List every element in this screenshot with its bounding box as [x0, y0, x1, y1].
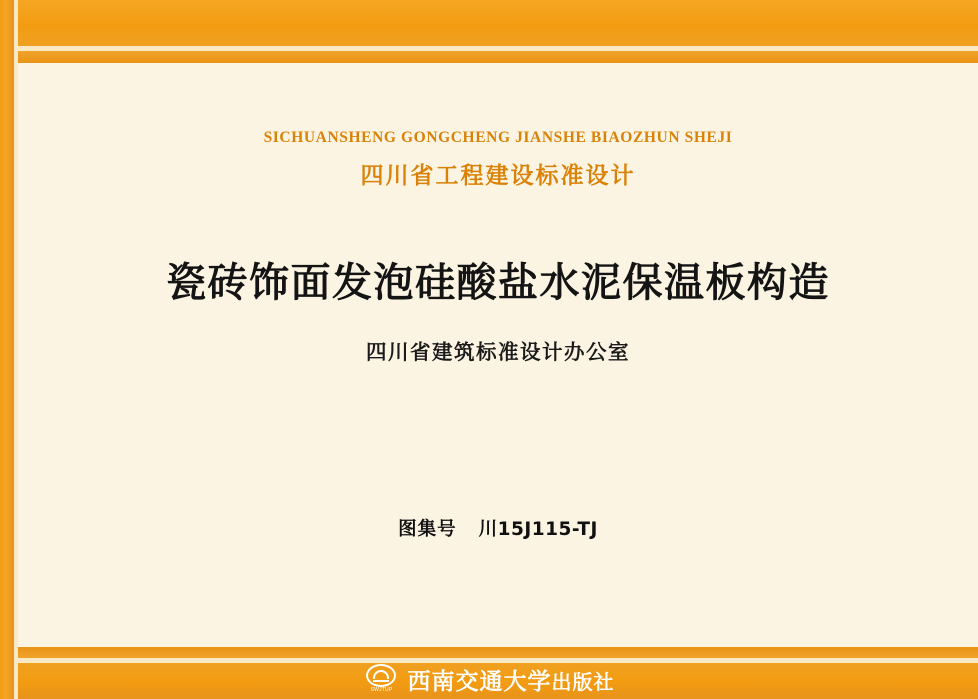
publisher-logo-icon: [364, 664, 400, 694]
publisher-name-main: 西南交通大学: [407, 667, 552, 695]
atlas-number-row: [18, 515, 978, 541]
publisher-name-suffix: 出版社: [551, 669, 615, 694]
publisher-strip: [0, 662, 978, 696]
publisher-name: [408, 663, 615, 696]
issuing-office: 四川省建筑标准设计办公室: [366, 340, 630, 364]
atlas-number-value: 川15J115-TJ: [478, 519, 598, 540]
publisher-logo-abbr: SWJTUP: [370, 687, 393, 693]
page-title: 瓷砖饰面发泡硅酸盐水泥保温板构造: [166, 260, 830, 306]
pinyin-title: SICHUANSHENG GONGCHENG JIANSHE BIAOZHUN SHEJI: [263, 129, 733, 146]
cover-content-area: [18, 63, 978, 647]
cover-spine: [0, 0, 14, 699]
series-title: 四川省工程建设标准设计: [360, 163, 636, 189]
atlas-number-label: 图集号: [398, 519, 457, 540]
cover-bottom-band-secondary: [18, 647, 978, 658]
cover-top-band: [18, 0, 978, 46]
cover-top-band-secondary: [18, 51, 978, 63]
